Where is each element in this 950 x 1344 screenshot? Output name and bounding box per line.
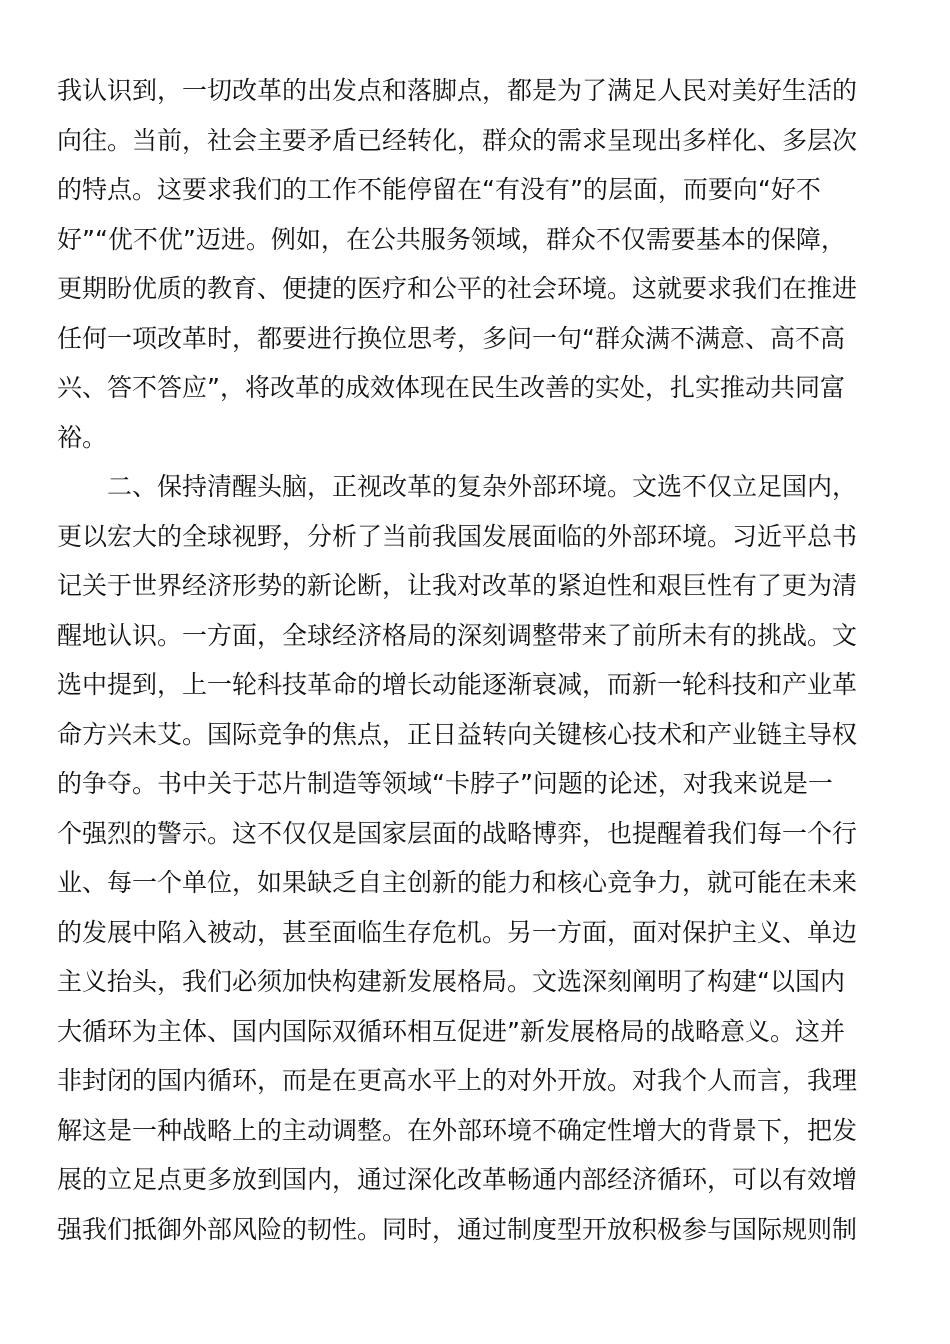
- paragraph-line: 命方兴未艾。国际竞争的焦点，正日益转向关键核心技术和产业链主导权: [57, 719, 858, 749]
- paragraph-line: 醒地认识。一方面，全球经济格局的深刻调整带来了前所未有的挑战。文: [57, 620, 858, 650]
- paragraph-line: 主义抬头，我们必须加快构建新发展格局。文选深刻阐明了构建“以国内: [57, 967, 845, 996]
- paragraph-line: 记关于世界经济形势的新论断，让我对改革的紧迫性和艰巨性有了更为清: [57, 571, 858, 600]
- paragraph-line: 的特点。这要求我们的工作不能停留在“有没有”的层面，而要向“好不: [57, 175, 821, 204]
- body-text: [57, 66, 887, 1254]
- paragraph-line: 任何一项改革时，都要进行换位思考，多问一句“群众满不满意、高不高: [57, 323, 845, 353]
- paragraph-line: 强我们抵御外部风险的韧性。同时，通过制度型开放积极参与国际规则制: [57, 1214, 858, 1244]
- paragraph-line: 展的立足点更多放到国内，通过深化改革畅通内部经济循环，可以有效增: [57, 1165, 858, 1194]
- paragraph-line: 非封闭的国内循环，而是在更高水平上的对外开放。对我个人而言，我理: [57, 1066, 858, 1095]
- paragraph-line: 裕。: [57, 422, 108, 452]
- paragraph-line: 的争夺。书中关于芯片制造等领域“卡脖子”问题的论述，对我来说是一: [57, 769, 833, 798]
- paragraph-line: 业、每一个单位，如果缺乏自主创新的能力和核心竞争力，就可能在未来: [57, 868, 858, 897]
- paragraph-line: 的发展中陷入被动，甚至面临生存危机。另一方面，面对保护主义、单边: [57, 917, 858, 947]
- paragraph-line: 好”“优不优”迈进。例如，在公共服务领域，群众不仅需要基本的保障，: [57, 224, 846, 254]
- paragraph-line: 我认识到，一切改革的出发点和落脚点，都是为了满足人民对美好生活的: [57, 76, 858, 105]
- paragraph-heading-line: 二、保持清醒头脑，正视改革的复杂外部环境。文选不仅立足国内，: [107, 472, 858, 501]
- paragraph-line: 大循环为主体、国内国际双循环相互促进”新发展格局的战略意义。这并: [57, 1016, 845, 1046]
- paragraph-2: [57, 462, 887, 1254]
- paragraph-line: 更期盼优质的教育、便捷的医疗和公平的社会环境。这就要求我们在推进: [57, 274, 858, 303]
- paragraph-1: [57, 66, 887, 462]
- paragraph-line: 解这是一种战略上的主动调整。在外部环境不确定性增大的背景下，把发: [57, 1115, 858, 1145]
- paragraph-line: 更以宏大的全球视野，分析了当前我国发展面临的外部环境。习近平总书: [57, 521, 858, 551]
- paragraph-line: 选中提到，上一轮科技革命的增长动能逐渐衰减，而新一轮科技和产业革: [57, 670, 858, 699]
- paragraph-line: 个强烈的警示。这不仅仅是国家层面的战略博弈，也提醒着我们每一个行: [57, 818, 858, 848]
- paragraph-line: 向往。当前，社会主要矛盾已经转化，群众的需求呈现出多样化、多层次: [57, 125, 858, 155]
- paragraph-line: 兴、答不答应”，将改革的成效体现在民生改善的实处，扎实推动共同富: [57, 373, 845, 402]
